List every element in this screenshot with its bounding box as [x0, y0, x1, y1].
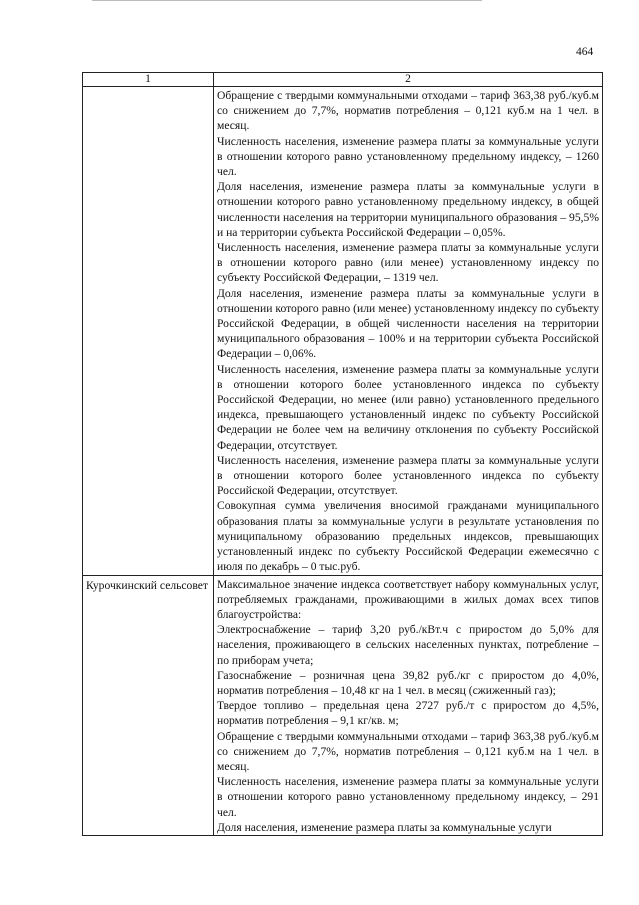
- column-header-1: 1: [83, 73, 214, 87]
- row-label-cell: [83, 575, 214, 835]
- column-header-2: 2: [214, 73, 603, 87]
- row-label-cell: [83, 87, 214, 576]
- data-table: [82, 72, 603, 836]
- row-content-cell: [214, 575, 603, 835]
- row-label: [86, 88, 210, 89]
- table-row: [83, 575, 603, 835]
- paragraph: Обращение с твердыми коммунальными отходами – тариф 363,38 руб./куб.м со снижением до 7,7%, норматив потребления – 0,121 куб.м на 1 чел. в месяц.: [217, 89, 599, 133]
- paragraph: Обращение с твердыми коммунальными отходами – тариф 363,38 руб./куб.м со снижением до 7,7%, норматив потребления – 0,121 куб.м на 1 чел. в месяц.: [217, 729, 599, 773]
- table-header-row: [83, 73, 603, 87]
- page-number: 464: [576, 46, 594, 58]
- row-label: Курочкинский сельсовет: [86, 578, 208, 592]
- paragraph: Доля населения, изменение размера платы за коммунальные услуги в отношении которого равно установленному предельному индексу, в общей численности населения на территории муниципального образования – 95,5% и на территории субъекта Российской Федерации – 0,05%.: [217, 180, 599, 239]
- paragraph: Максимальное значение индекса соответствует набору коммунальных услуг, потребляемых гражданами, проживающими в жилых домах всех типов благоустройства:: [217, 577, 599, 621]
- paragraph: Доля населения, изменение размера платы за коммунальные услуги в отношении которого равно (или менее) установленному индексу по субъекту Российской Федерации, в общей численности населения на территории муниципального образования – 100% и на территории субъекта Российской Федерации – 0,06%.: [217, 286, 599, 361]
- paragraph: Численность населения, изменение размера платы за коммунальные услуги в отношении которого более установленного индекса по субъекту Российской Федерации, но менее (или равно) установленного предельного индекса, превышающего установленный индекс по субъекту Российской Федерации не более чем на величину отклонения по субъекту Российской Федерации, отсутствует.: [217, 362, 599, 452]
- paragraph: Электроснабжение – тариф 3,20 руб./кВт.ч с приростом до 5,0% для населения, проживающего в сельских населенных пунктах, потребление – по приборам учета;: [217, 623, 599, 667]
- paragraph: Численность населения, изменение размера платы за коммунальные услуги в отношении которого равно установленному предельному индексу, – 291 чел.: [217, 775, 599, 819]
- table-row: [83, 87, 603, 576]
- paragraph: Твердое топливо – предельная цена 2727 руб./т с приростом до 4,5%, норматив потребления – 9,1 кг/кв. м;: [217, 699, 599, 728]
- paragraph: Газоснабжение – розничная цена 39,82 руб./кг с приростом до 4,0%, норматив потребления – 10,48 кг на 1 чел. в месяц (сжиженный газ);: [217, 668, 599, 697]
- paragraph: Численность населения, изменение размера платы за коммунальные услуги в отношении которого равно установленному предельному индексу, – 1260 чел.: [217, 134, 599, 179]
- paragraph: Численность населения, изменение размера платы за коммунальные услуги в отношении которого равно (или менее) установленному индексу по субъекту Российской Федерации, – 1319 чел.: [217, 241, 599, 285]
- paragraph: Численность населения, изменение размера платы за коммунальные услуги в отношении которого более установленного индекса по субъекту Российской Федерации, отсутствует.: [217, 453, 599, 498]
- paragraph: Совокупная сумма увеличения вносимой гражданами муниципального образования платы за коммунальные услуги в результате установления по муниципальному образованию предельных индексов, превышающих установленный индекс по субъекту Российской Федерации ежемесячно с июля по декабрь – 0 тыс.руб.: [217, 499, 599, 574]
- scan-edge-line: [92, 0, 482, 1]
- row-content-cell: [214, 87, 603, 576]
- paragraph: Доля населения, изменение размера платы за коммунальные услуги: [217, 820, 552, 834]
